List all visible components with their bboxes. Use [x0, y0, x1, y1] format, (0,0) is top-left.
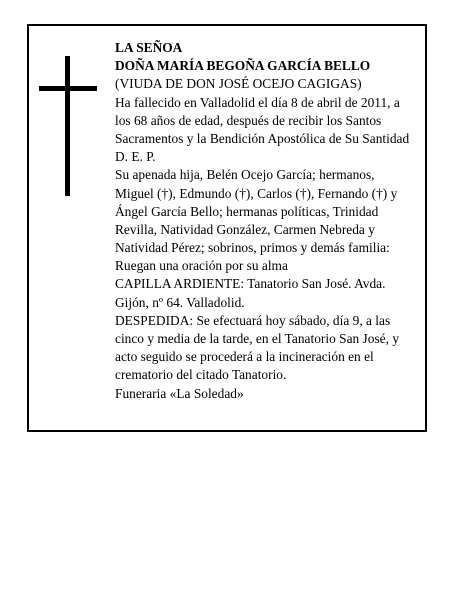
- farewell-line: DESPEDIDA: Se efectuará hoy sábado, día 9, a las: [115, 312, 391, 328]
- farewell-line: acto seguido se procederá a la incineración en el: [115, 349, 374, 365]
- family-line: Ruegan una oración por su alma: [115, 258, 288, 274]
- family-line: Miguel (†), Edmundo (†), Carlos (†), Fernando (†) y: [115, 185, 398, 201]
- farewell-line: cinco y media de la tarde, en el Tanatorio San José, y: [115, 331, 400, 346]
- announcement-line: los 68 años de edad, después de recibir los Santos: [115, 112, 382, 128]
- family-line: Ángel García Bello; hermanas políticas, Trinidad: [115, 203, 379, 219]
- announcement-line: Sacramentos y la Bendición Apostólica de Su Santidad: [115, 130, 410, 146]
- announcement-line: Ha fallecido en Valladolid el día 8 de abril de 2011, a: [115, 94, 400, 110]
- cross-icon-crossbar: [39, 86, 97, 91]
- family-line: Natividad Pérez; sobrinos, primos y demás familia:: [115, 240, 390, 256]
- cross-icon: [65, 56, 70, 196]
- announcement-line: D. E. P.: [115, 149, 156, 165]
- family-line: Su apenada hija, Belén Ocejo García; hermanos,: [115, 167, 375, 183]
- obituary-text: [115, 39, 413, 403]
- widow-of: (VIUDA DE DON JOSÉ OCEJO CAGIGAS): [115, 76, 362, 92]
- heading-title: LA SEÑOA: [115, 40, 183, 55]
- deceased-name: DOÑA MARÍA BEGOÑA GARCÍA BELLO: [115, 58, 371, 74]
- farewell-line: crematorio del citado Tanatorio.: [115, 367, 287, 383]
- family-line: Revilla, Natividad González, Carmen Nebreda y: [115, 221, 375, 237]
- chapel-line: Gijón, nº 64. Valladolid.: [115, 294, 245, 310]
- funeral-home: Funeraria «La Soledad»: [115, 385, 244, 401]
- chapel-line: CAPILLA ARDIENTE: Tanatorio San José. Avda.: [115, 276, 386, 292]
